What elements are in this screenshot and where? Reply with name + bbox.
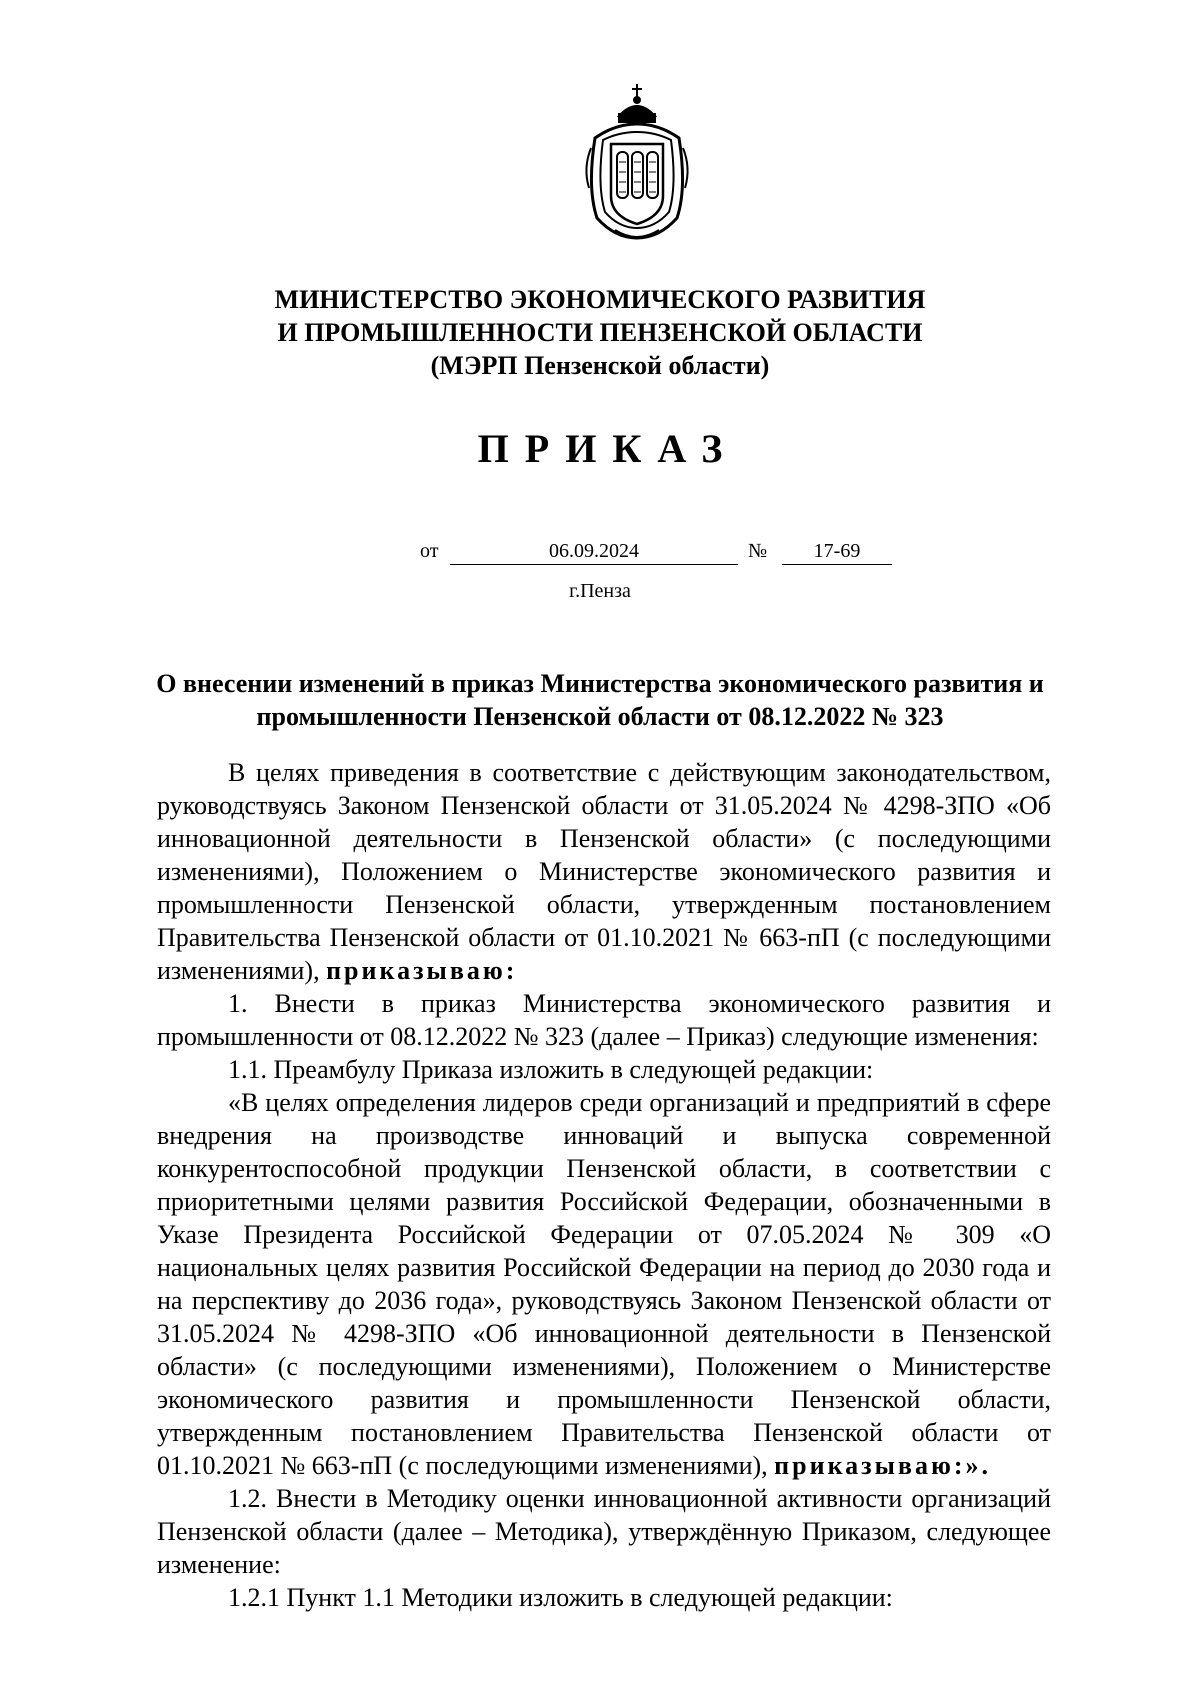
- from-label: от: [420, 540, 439, 562]
- ministry-name-line-2: И ПРОМЫШЛЕННОСТИ ПЕНЗЕНСКОЙ ОБЛАСТИ: [277, 318, 923, 347]
- paragraph-text: В целях приведения в соответствие с действующим законодательством, руководствуясь Законом Пензенской области от 31.05.2024 № 4298-ЗПО «Об инновационной деятельности в Пензенской области» (с последующими изменениями), Положением о Министерстве экономического развития и промышленности Пензенской области, утвержденным постановлением Правительства Пензенской области от 01.10.2021 № 663-пП (с последующими изменениями),: [157, 758, 1051, 985]
- paragraph-quoted-preamble: [157, 1086, 1051, 1482]
- number-label: №: [748, 540, 768, 562]
- ministry-abbreviation: (МЭРП Пензенской области): [430, 351, 770, 380]
- city: г.Пенза: [569, 580, 631, 602]
- paragraph-item-1-2: 1.2. Внести в Методику оценки инновационной активности организаций Пензенской области (далее – Методика), утверждённую Приказом, следующее изменение:: [157, 1484, 1051, 1579]
- order-directive: приказываю:».: [774, 1451, 991, 1480]
- coat-of-arms-icon: [575, 78, 699, 242]
- paragraph-item-1-1: 1.1. Преамбулу Приказа изложить в следующей редакции:: [228, 1055, 874, 1084]
- subject-line-2: промышленности Пензенской области от 08.12.2022 № 323: [256, 702, 944, 731]
- paragraph-preamble: [157, 756, 1051, 987]
- order-date: 06.09.2024: [450, 538, 738, 565]
- order-subject: [150, 667, 1050, 733]
- paragraph-item-1-2-1: 1.2.1 Пункт 1.1 Методики изложить в следующей редакции:: [228, 1583, 893, 1612]
- paragraph-text: «В целях определения лидеров среди организаций и предприятий в сфере внедрения на производстве инноваций и выпуска современной конкурентоспособной продукции Пензенской области, в соответствии с приоритетными целями развития Российской Федерации, обозначенными в Указе Президента Российской Федерации от 07.05.2024 № 309 «О национальных целях развития Российской Федерации на период до 2030 года и на перспективу до 2036 года», руководствуясь Законом Пензенской области от 31.05.2024 № 4298-ЗПО «Об инновационной деятельности в Пензенской области» (с последующими изменениями), Положением о Министерстве экономического развития и промышленности Пензенской области, утвержденным постановлением Правительства Пензенской области от 01.10.2021 № 663-пП (с последующими изменениями),: [157, 1088, 1051, 1480]
- subject-line-1: О внесении изменений в приказ Министерства экономического развития и: [156, 669, 1044, 698]
- ministry-name-line-1: МИНИСТЕРСТВО ЭКОНОМИЧЕСКОГО РАЗВИТИЯ: [274, 285, 926, 314]
- order-directive: приказываю:: [326, 956, 518, 985]
- order-title: ПРИКАЗ: [477, 426, 739, 471]
- paragraph-item-1: 1. Внести в приказ Министерства экономического развития и промышленности от 08.12.2022 № 323 (далее – Приказ) следующие изменения:: [157, 989, 1051, 1051]
- order-number: 17-69: [782, 538, 892, 565]
- order-body: [157, 756, 1051, 1614]
